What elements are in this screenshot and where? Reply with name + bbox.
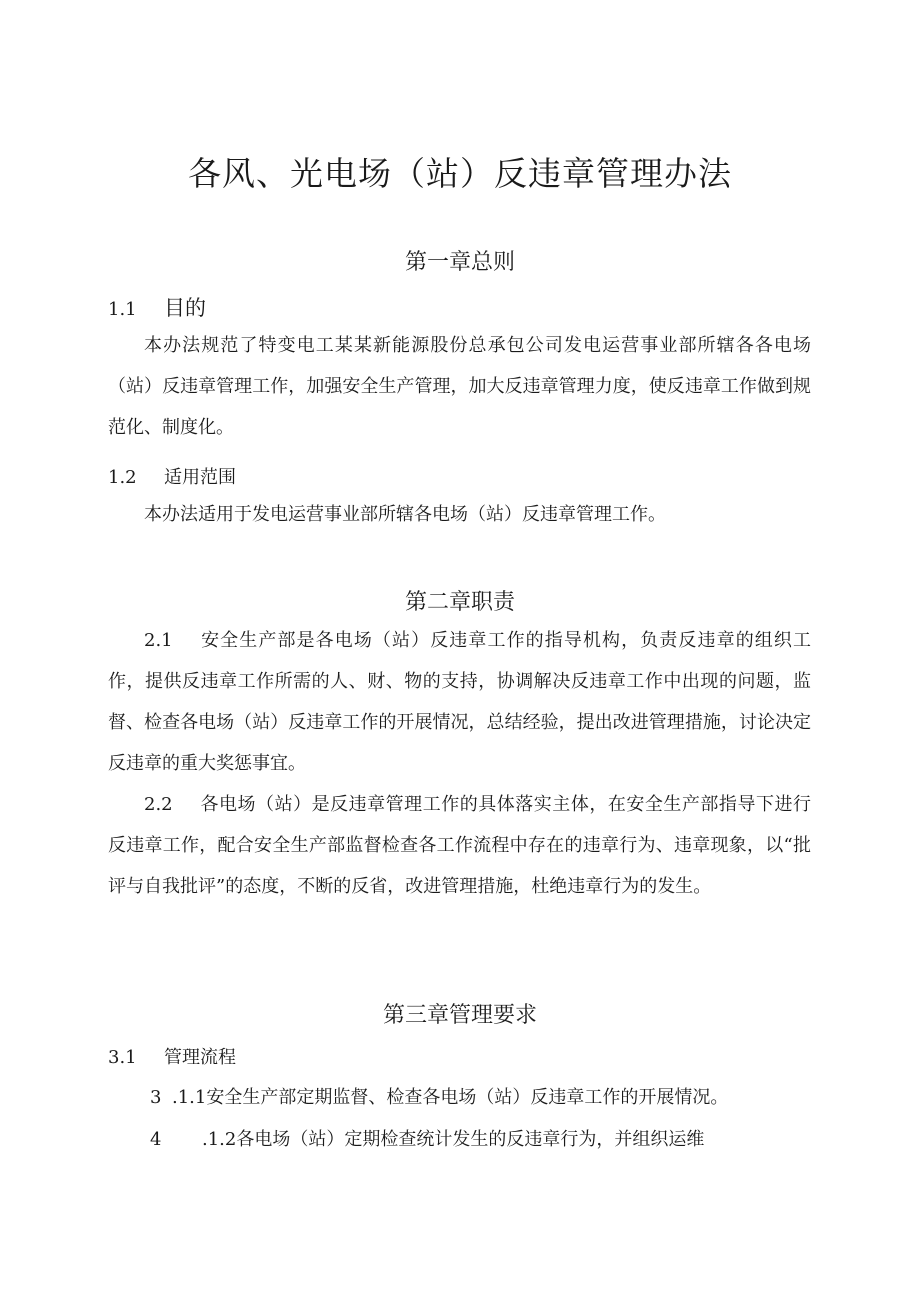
section-1-1-heading [108, 292, 206, 322]
list-subnumber: .1.2 [202, 1129, 237, 1150]
document-title: 各风、光电场（站）反违章管理办法 [188, 154, 732, 193]
paragraph-purpose: 本办法规范了特变电工某某新能源股份总承包公司发电运营事业部所辖各各电场（站）反违章管理工作，加强安全生产管理，加大反违章管理力度，使反违章工作做到规范化、制度化。 [108, 335, 811, 438]
paragraph-text: 安全生产部是各电场（站）反违章工作的指导机构，负责反违章的组织工作，提供反违章工作所需的人、财、物的支持，协调解决反违章工作中出现的问题，监督、检查各电场（站）反违章工作的开展情况，总结经验，提出改进管理措施，讨论决定反违章的重大奖惩事宜。 [108, 630, 811, 774]
section-1-2-heading [108, 463, 236, 489]
paragraph-2-2 [108, 784, 811, 907]
chapter-2-heading: 第二章职责 [404, 590, 515, 615]
list-item-3-1-2 [150, 1125, 704, 1151]
paragraph-number: 2.1 [144, 630, 173, 651]
chapter-3-heading: 第三章管理要求 [382, 1003, 537, 1028]
section-number: 1.2 [108, 467, 137, 488]
section-title: 管理流程 [164, 1047, 236, 1068]
list-subnumber: .1.1 [172, 1087, 207, 1108]
list-number: 3 [150, 1087, 162, 1108]
list-item-3-1-1 [150, 1083, 728, 1109]
list-text: 安全生产部定期监督、检查各电场（站）反违章工作的开展情况。 [206, 1087, 729, 1108]
section-number: 3.1 [108, 1047, 137, 1068]
chapter-1-heading: 第一章总则 [404, 250, 515, 275]
paragraph-number: 2.2 [144, 794, 173, 815]
section-title: 适用范围 [164, 467, 236, 488]
list-number: 4 [150, 1129, 162, 1150]
paragraph-text: 各电场（站）是反违章管理工作的具体落实主体，在安全生产部指导下进行反违章工作，配合安全生产部监督检查各工作流程中存在的违章行为、违章现象，以“批评与自我批评”的态度，不断的反省，改进管理措施，杜绝违章行为的发生。 [108, 794, 811, 897]
section-number: 1.1 [108, 299, 137, 320]
section-title: 目的 [164, 296, 206, 320]
paragraph-scope: 本办法适用于发电运营事业部所辖各电场（站）反违章管理工作。 [144, 504, 666, 525]
paragraph-2-1 [108, 620, 811, 784]
section-3-1-heading [108, 1043, 236, 1069]
list-text: 各电场（站）定期检查统计发生的反违章行为，并组织运维 [236, 1129, 705, 1150]
